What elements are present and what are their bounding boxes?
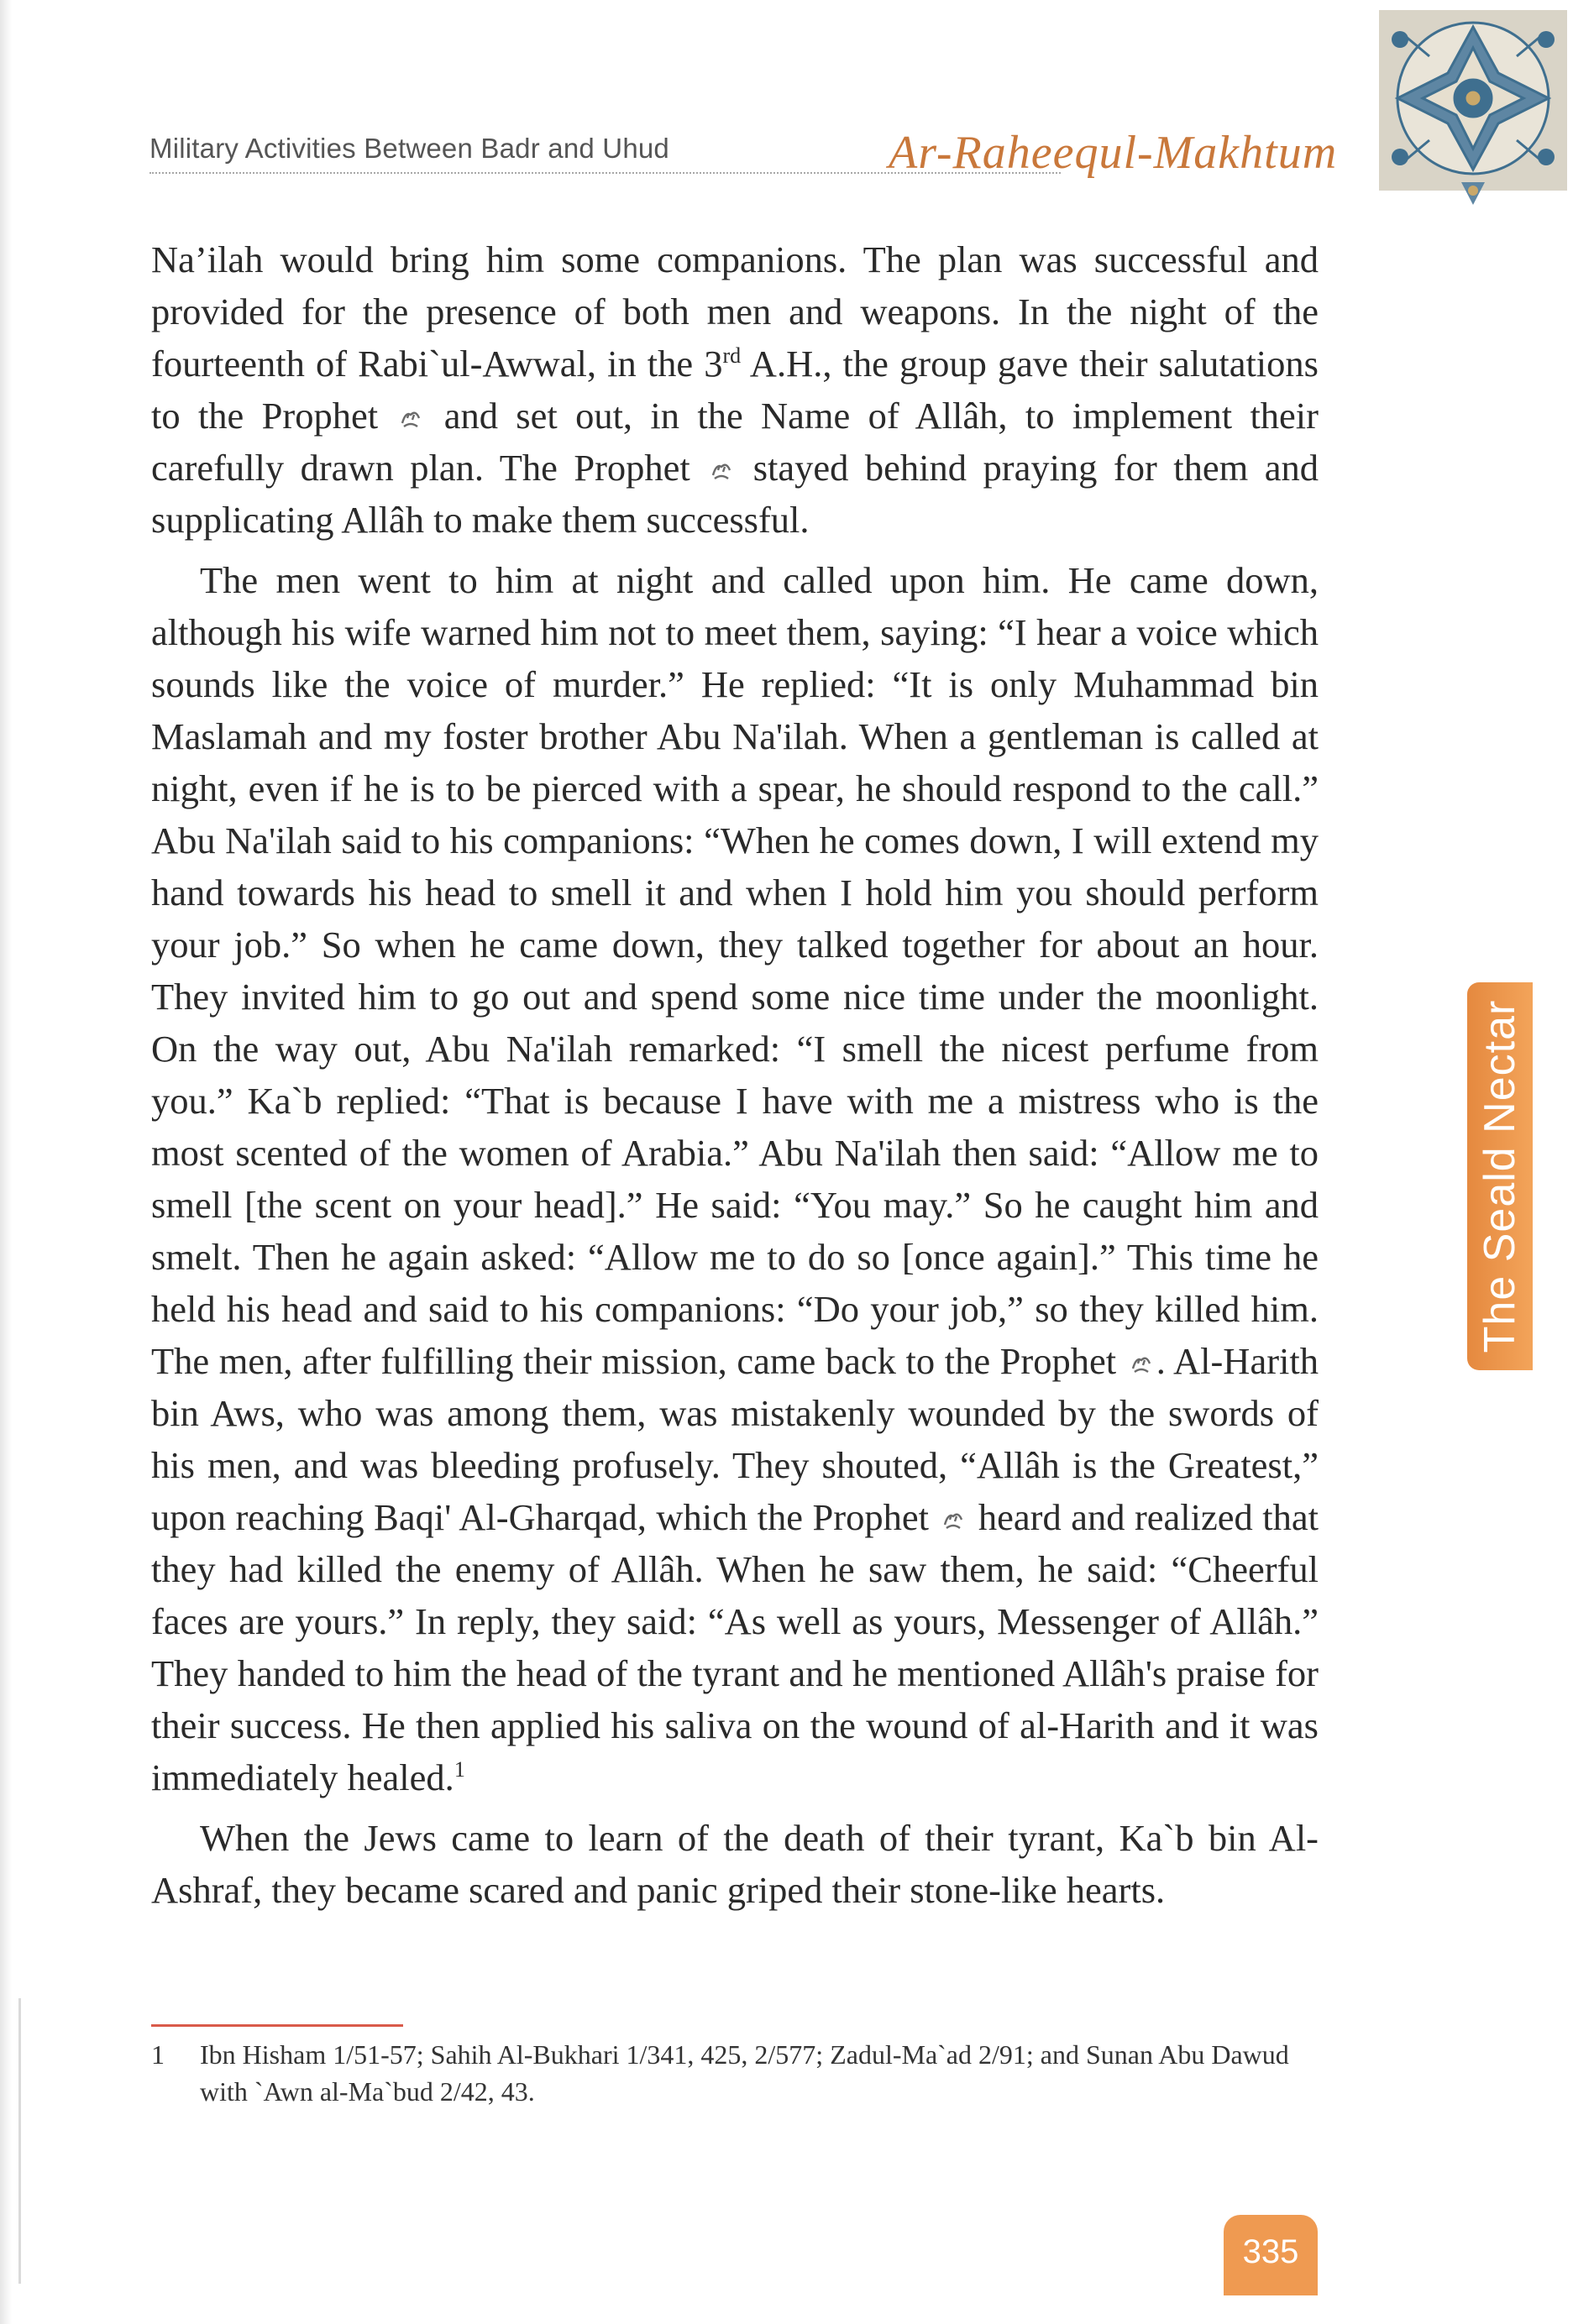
footnote-rule <box>151 2024 403 2027</box>
body-paragraph <box>151 554 1319 1803</box>
paragraph-text-run: stayed behind praying for them and supplicating Allâh to make them successful. <box>151 447 1319 541</box>
body-paragraph <box>151 233 1319 546</box>
pbuh-glyph-icon <box>399 406 422 430</box>
paragraph-text-run: When the Jews came to learn of the death of their tyrant, Ka`b bin Al-Ashraf, they became scared and panic griped their stone-like hearts. <box>151 1817 1319 1911</box>
superscript: 1 <box>454 1757 465 1782</box>
pbuh-glyph-icon <box>1130 1352 1153 1375</box>
footnote-number: 1 <box>151 2039 165 2070</box>
book-title-script: Ar-Raheequl-Makhtum <box>889 127 1338 179</box>
paragraph-text-run: The men went to him at night and called upon him. He came down, although his wife warned him not to meet them, saying: “I hear a voice which sounds like the voice of murder.” He replied: “It is only Muhammad bin Maslamah and my foster brother Abu Na'ilah. When a gentleman is called at night, even if he is to be pierced with a spear, he should respond to the call.” Abu Na'ilah said to his companions: “When he comes down, I will extend my hand towards his head to smell it and when I hold him you should perform your job.” So when he came down, they talked together for about an hour. They invited him to go out and spend some nice time under the moonlight. On the way out, Abu Na'ilah remarked: “I smell the nicest perfume from you.” Ka`b replied: “That is because I have with me a mistress who is the most scented of the women of Arabia.” Abu Na'ilah then said: “Allow me to smell [the scent on your head].” He said: “You may.” So he caught him and smelt. Then he again asked: “Allow me to do so [once again].” This time he held his head and said to his companions: “Do your job,” so they killed him. The men, after fulfilling their mission, came back to the Prophet <box>151 559 1319 1382</box>
pbuh-glyph-icon <box>941 1508 965 1531</box>
page-edge-line <box>18 1998 21 2284</box>
islamic-tile-ornament-icon <box>1354 10 1567 218</box>
paragraph-text-run: A.H., the group gave their salutations to the Prophet <box>151 343 1319 437</box>
page-number-box <box>1224 2215 1318 2295</box>
paragraph-text-run: . Al-Harith bin Aws, who was among them, was mistakenly wounded by the swords of his men, and was bleeding profusely. They shouted, “Allâh is the Greatest,” upon reaching Baqi' Al-Gharqad, which the Prophet <box>151 1340 1319 1538</box>
page-number: 335 <box>1242 2233 1299 2270</box>
body-paragraph <box>151 1812 1319 1916</box>
footnote <box>151 2036 1319 2110</box>
page-edge-shadow <box>0 0 12 2324</box>
superscript: rd <box>722 343 742 369</box>
footnote-text: Ibn Hisham 1/51-57; Sahih Al-Bukhari 1/341, 425, 2/577; Zadul-Ma`ad 2/91; and Sunan Abu Dawud with `Awn al-Ma`bud 2/42, 43. <box>200 2039 1289 2107</box>
paragraph-text-run: Na’ilah would bring him some companions. The plan was successful and provided for the presence of both men and weapons. In the night of the fourteenth of Rabi`ul-Awwal, in the 3 <box>151 238 1319 385</box>
paragraph-text-run: and set out, in the Name of Allâh, to implement their carefully drawn plan. The Prophet <box>151 395 1319 489</box>
body-text <box>151 233 1319 1924</box>
pbuh-glyph-icon <box>710 458 733 482</box>
running-head: Military Activities Between Badr and Uhud <box>149 133 669 164</box>
side-tab-label: The Seald Nectar <box>1476 999 1524 1353</box>
side-tab <box>1467 982 1533 1370</box>
paragraph-text-run: heard and realized that they had killed the enemy of Allâh. When he saw them, he said: “Cheerful faces are yours.” In reply, they said: “As well as yours, Messenger of Allâh.” They handed to him the head of the tyrant and he mentioned Allâh's praise for their success. He then applied his saliva on the wound of al-Harith and it was immediately healed. <box>151 1496 1319 1798</box>
